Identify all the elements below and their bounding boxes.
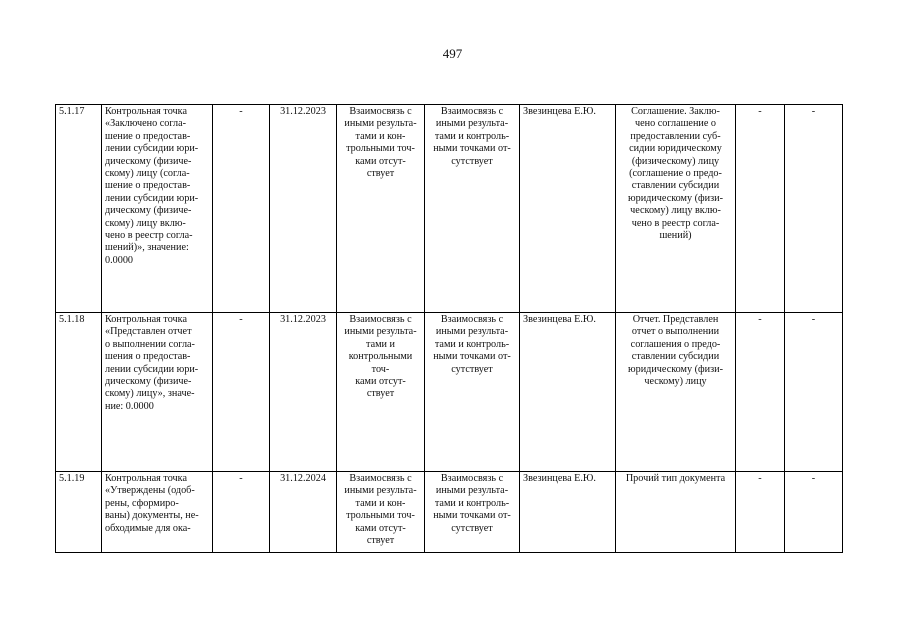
end-date-cell: 31.12.2024 (270, 472, 337, 553)
col9-cell: - (736, 472, 785, 553)
col10-cell: - (785, 313, 843, 472)
row-number-cell: 5.1.18 (56, 313, 102, 472)
col10-cell: - (785, 472, 843, 553)
successor-cell: Взаимосвязь с иными результа- тами и контроль- ными точками от- сутствует (425, 105, 520, 313)
end-date-cell: 31.12.2023 (270, 313, 337, 472)
table-row (56, 472, 843, 553)
document-cell: Соглашение. Заклю- чено соглашение о предоставлении суб- сидии юридическому (физическому) лицу (соглашение о предо- ставлении субсидии юридическому (физи- ческому) лицу вклю- чено в реестр согла- шений) (616, 105, 736, 313)
document-cell: Отчет. Представлен отчет о выполнении соглашения о предо- ставлении субсидии юридическому (физи- ческому) лицу (616, 313, 736, 472)
control-points-table (55, 104, 843, 553)
control-point-name-cell: Контрольная точка «Утверждены (одоб- рены, сформиро- ваны) документы, не- обходимые для ока- (102, 472, 213, 553)
col10-cell: - (785, 105, 843, 313)
predecessor-cell: Взаимосвязь с иными результа- тами и контрольными точ- ками отсут- ствует (337, 313, 425, 472)
successor-cell: Взаимосвязь с иными результа- тами и контроль- ными точками от- сутствует (425, 472, 520, 553)
responsible-cell: Звезинцева Е.Ю. (520, 105, 616, 313)
start-date-cell: - (213, 472, 270, 553)
end-date-cell: 31.12.2023 (270, 105, 337, 313)
page-number: 497 (442, 46, 463, 61)
row-number-cell: 5.1.19 (56, 472, 102, 553)
responsible-cell: Звезинцева Е.Ю. (520, 472, 616, 553)
start-date-cell: - (213, 105, 270, 313)
successor-cell: Взаимосвязь с иными результа- тами и контроль- ными точками от- сутствует (425, 313, 520, 472)
predecessor-cell: Взаимосвязь с иными результа- тами и кон- трольными точ- ками отсут- ствует (337, 105, 425, 313)
predecessor-cell: Взаимосвязь с иными результа- тами и кон- трольными точ- ками отсут- ствует (337, 472, 425, 553)
document-cell: Прочий тип документа (616, 472, 736, 553)
responsible-cell: Звезинцева Е.Ю. (520, 313, 616, 472)
table-row (56, 105, 843, 313)
start-date-cell: - (213, 313, 270, 472)
control-point-name-cell: Контрольная точка «Представлен отчет о выполнении согла- шения о предостав- лении субсидии юри- дическому (физиче- скому) лицу», значе- ние: 0.0000 (102, 313, 213, 472)
table-row (56, 313, 843, 472)
control-point-name-cell: Контрольная точка «Заключено согла- шение о предостав- лении субсидии юри- дическому (физиче- скому) лицу (согла- шение о предостав- лении субсидии юри- дическому (физиче- скому) лицу вклю- чено в реестр согла- шений)», значение: 0.0000 (102, 105, 213, 313)
row-number-cell: 5.1.17 (56, 105, 102, 313)
col9-cell: - (736, 313, 785, 472)
col9-cell: - (736, 105, 785, 313)
